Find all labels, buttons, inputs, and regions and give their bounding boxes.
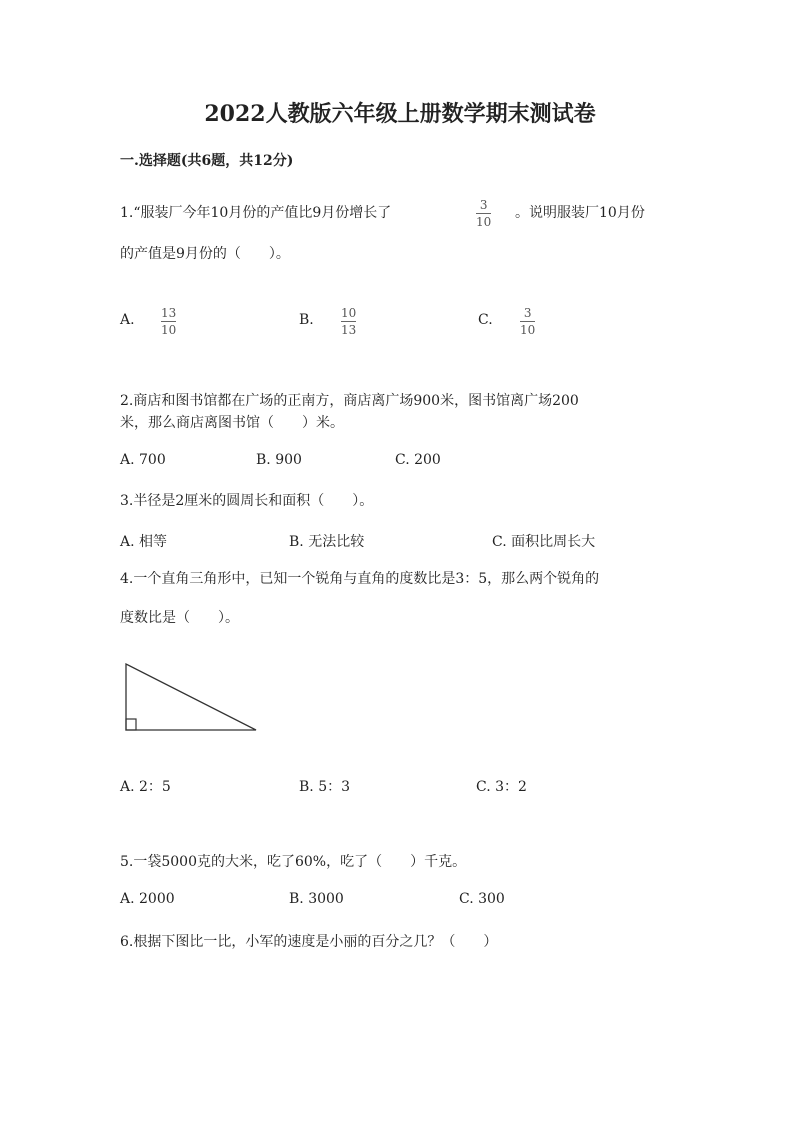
fraction-denominator: 10 xyxy=(161,323,177,337)
right-angle-marker xyxy=(126,719,136,730)
fraction-numerator: 3 xyxy=(479,198,488,212)
question-2-option-b[interactable]: B. 900 xyxy=(256,452,302,468)
fraction-bar xyxy=(161,321,176,322)
question-1-option-c-fraction xyxy=(520,306,535,337)
question-5-line-1: 5.一袋5000克的大米，吃了60%，吃了（ ）千克。 xyxy=(120,854,467,870)
triangle-outline xyxy=(126,664,256,730)
question-4-option-b[interactable]: B. 5：3 xyxy=(299,779,351,795)
question-3-option-b[interactable]: B. 无法比较 xyxy=(289,534,365,550)
question-3-option-c[interactable]: C. 面积比周长大 xyxy=(492,534,596,550)
question-1-option-c[interactable]: C. xyxy=(478,312,493,328)
question-4-line-1: 4.一个直角三角形中，已知一个锐角与直角的度数比是3：5，那么两个锐角的 xyxy=(120,571,600,587)
question-5-option-b[interactable]: B. 3000 xyxy=(289,891,344,907)
question-4-option-a[interactable]: A. 2：5 xyxy=(120,779,171,795)
fraction-bar xyxy=(341,321,356,322)
question-6-line-1: 6.根据下图比一比，小军的速度是小丽的百分之几？（ ） xyxy=(120,934,498,950)
question-2-option-a[interactable]: A. 700 xyxy=(120,452,166,468)
fraction-denominator: 10 xyxy=(520,323,536,337)
question-2-line-1: 2.商店和图书馆都在广场的正南方，商店离广场900米，图书馆离广场200 xyxy=(120,393,579,409)
question-4-line-2: 度数比是（ ）。 xyxy=(120,610,239,626)
question-1-option-a-fraction xyxy=(161,306,176,337)
fraction-numerator: 13 xyxy=(161,306,177,320)
question-4-option-c[interactable]: C. 3：2 xyxy=(476,779,527,795)
question-1-option-b-fraction xyxy=(341,306,356,337)
question-1-option-b[interactable]: B. xyxy=(299,312,314,328)
fraction-denominator: 10 xyxy=(476,215,492,229)
page-title: 2022人教版六年级上册数学期末测试卷 xyxy=(204,101,596,127)
right-triangle-figure xyxy=(120,660,262,734)
question-3-option-a[interactable]: A. 相等 xyxy=(120,534,168,550)
question-1-text-c: 的产值是9月份的（ ）。 xyxy=(120,246,290,262)
question-5-option-a[interactable]: A. 2000 xyxy=(120,891,175,907)
fraction-bar xyxy=(520,321,535,322)
question-1-option-a[interactable]: A. xyxy=(120,312,135,328)
fraction-denominator: 13 xyxy=(341,323,357,337)
fraction-numerator: 3 xyxy=(523,306,532,320)
question-5-option-c[interactable]: C. 300 xyxy=(459,891,505,907)
fraction-bar xyxy=(476,213,491,214)
question-2-line-2: 米，那么商店离图书馆（ ）米。 xyxy=(120,415,344,431)
question-1-fraction xyxy=(476,198,491,229)
question-3-line-1: 3.半径是2厘米的圆周长和面积（ ）。 xyxy=(120,493,374,509)
question-1-text-b: 。说明服装厂10月份 xyxy=(515,205,645,221)
fraction-numerator: 10 xyxy=(341,306,357,320)
question-2-option-c[interactable]: C. 200 xyxy=(395,452,441,468)
question-1-text-a: 1.“服装厂今年10月份的产值比9月份增长了 xyxy=(120,205,392,221)
section-heading: 一.选择题(共6题，共12分) xyxy=(120,153,294,169)
